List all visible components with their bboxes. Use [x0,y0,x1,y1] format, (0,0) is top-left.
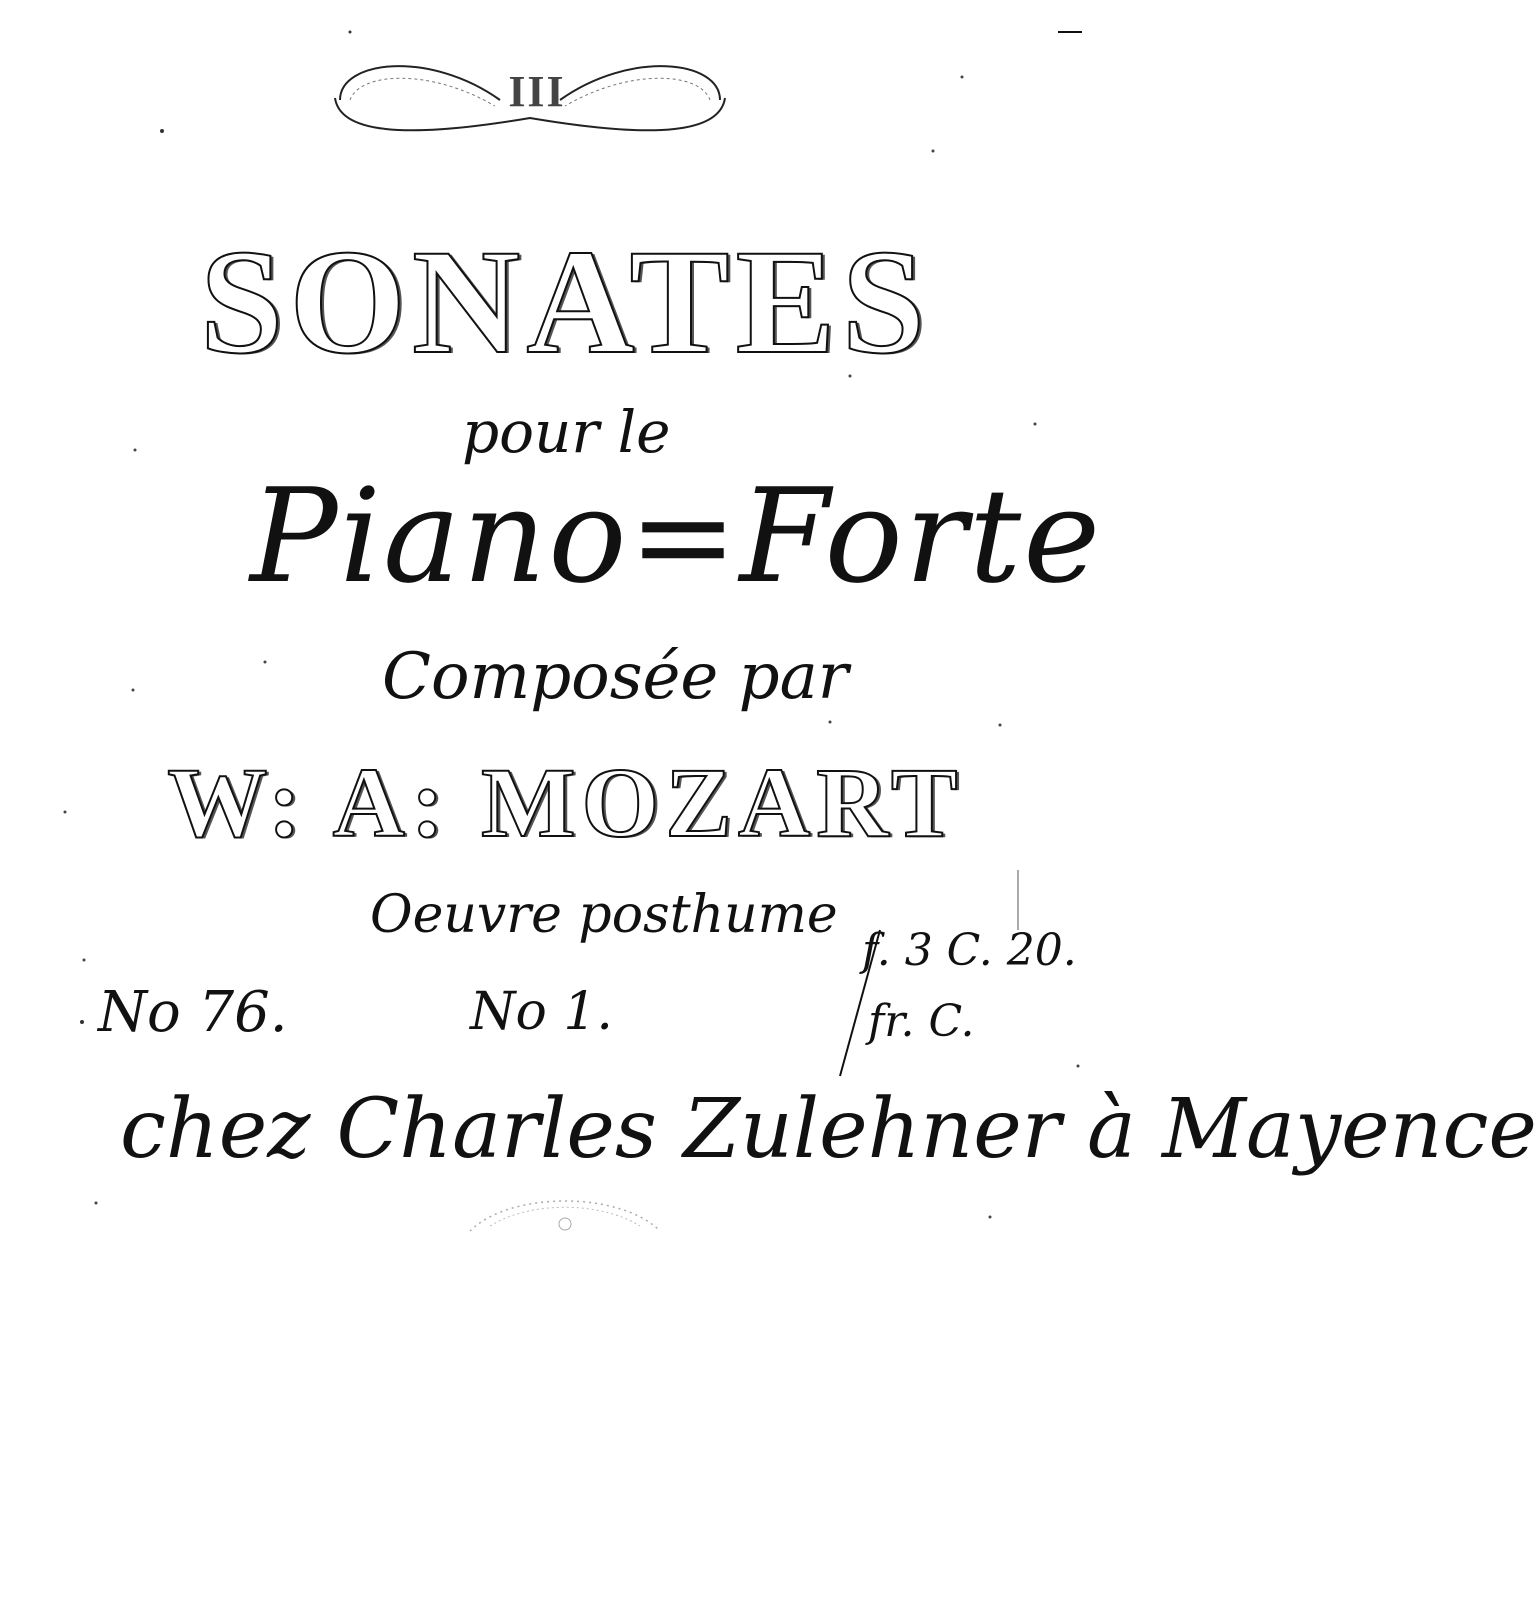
composed-by-text: Composée par [382,640,849,714]
volume-numeral: III [508,67,566,116]
pour-le-text: pour le [462,398,671,466]
price-line-1: f. 3 C. 20. [862,925,1077,976]
price-line-2: fr. C. [868,996,975,1047]
issue-number: No 1. [470,982,613,1042]
library-stamp [460,1186,670,1246]
composer-name: W: A: MOZART [167,747,964,858]
catalog-number: No 76. [98,980,288,1045]
page-title: SONATES [199,219,932,385]
work-description: Oeuvre posthume [370,885,838,945]
publisher-line: chez Charles Zulehner à Mayence [120,1082,1537,1177]
instrument-name: Piano=Forte [250,460,1103,612]
